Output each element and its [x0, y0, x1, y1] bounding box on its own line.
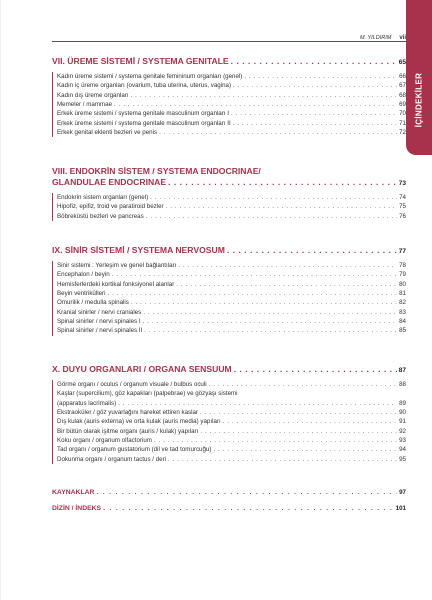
entry-text: Memeler / mammae — [57, 101, 113, 109]
section-title: VII. ÜREME SİSTEMİ / SYSTEMA GENITALE — [52, 56, 229, 66]
toc-entry[interactable] — [57, 308, 406, 317]
section-page: 73 — [398, 180, 406, 187]
leader-dots — [143, 317, 398, 326]
toc-references[interactable] — [52, 488, 406, 498]
leader-dots — [143, 308, 397, 317]
leader-dots — [244, 72, 397, 81]
page-number: vii — [399, 35, 406, 41]
entry-page: 90 — [399, 409, 406, 417]
section-entries — [52, 72, 406, 137]
toc-entry[interactable] — [57, 380, 406, 389]
entry-page: 92 — [399, 427, 406, 435]
toc-entry[interactable] — [57, 427, 406, 436]
toc-section-endocrine — [52, 165, 406, 221]
section-page: 87 — [398, 367, 406, 374]
section-entries — [52, 261, 406, 336]
section-entries — [52, 193, 406, 221]
entry-page: 75 — [399, 203, 406, 211]
section-heading[interactable] — [52, 245, 406, 257]
leader-dots — [200, 427, 397, 436]
entry-text: Kadın iç üreme organları (ovarium, tuba uterina, uterus, vagina) — [57, 82, 232, 90]
references-page: 97 — [399, 489, 406, 496]
section-entries — [52, 380, 406, 464]
section-heading[interactable] — [52, 177, 406, 189]
leader-dots — [234, 364, 397, 375]
entry-page: 69 — [399, 101, 406, 109]
entry-page: 94 — [399, 446, 406, 454]
toc-entry[interactable] — [57, 399, 406, 408]
entry-text: Omurilik / medulla spinalis — [57, 299, 129, 307]
entry-text: Böbreküstü bezleri ve pancreas — [57, 212, 144, 220]
entry-page: 72 — [399, 129, 406, 137]
section-heading[interactable] — [52, 56, 406, 68]
entry-text: Kadın üreme sistemi / systema genitale femininum organları (genel) — [57, 73, 243, 80]
entry-page: 82 — [399, 299, 406, 307]
leader-dots — [227, 245, 397, 256]
entry-page: 76 — [399, 212, 406, 220]
toc-index[interactable] — [52, 504, 406, 514]
leader-dots — [146, 212, 397, 221]
leader-dots — [176, 280, 397, 289]
section-heading[interactable] — [52, 364, 406, 376]
leader-dots — [213, 445, 397, 454]
entry-page: 93 — [399, 437, 406, 445]
entry-page: 95 — [399, 455, 406, 463]
entry-page: 80 — [399, 280, 406, 288]
section-page: 77 — [398, 248, 406, 255]
toc-entry[interactable] — [57, 455, 406, 464]
entry-text: Dış kulak (auris externa) ve orta kulak (auris media) yapıları — [57, 418, 221, 426]
toc-entry[interactable] — [57, 298, 406, 307]
entry-page: 66 — [399, 73, 406, 80]
toc-entry[interactable] — [57, 408, 406, 417]
entry-text: Encephalon / beyin — [57, 271, 110, 279]
toc-entry[interactable] — [57, 72, 406, 81]
entry-page: 84 — [399, 318, 406, 326]
leader-dots — [118, 399, 397, 408]
toc-section-reproductive — [52, 56, 406, 137]
entry-text: Kadın dış üreme organları — [57, 91, 129, 99]
toc-entry[interactable] — [57, 100, 406, 109]
entry-text: Bir bütün olarak işitme organı (auris / kulak) yapıları — [57, 427, 199, 435]
entry-text: Erkek üreme sistemi / systema genitale masculinum organları I — [57, 110, 229, 118]
toc-entry[interactable] — [57, 445, 406, 454]
toc-back-matter — [52, 488, 406, 514]
leader-dots — [112, 270, 397, 279]
toc-entry[interactable] — [57, 193, 406, 202]
toc-entry[interactable] — [57, 280, 406, 289]
leader-dots — [144, 326, 397, 335]
toc-entry[interactable] — [57, 212, 406, 221]
contents-side-tab — [406, 0, 432, 155]
page-edge — [0, 0, 1, 600]
toc-entry[interactable] — [57, 417, 406, 426]
toc-entry[interactable] — [57, 119, 406, 128]
index-page: 101 — [395, 505, 406, 512]
leader-dots — [154, 436, 397, 445]
leader-dots — [223, 417, 397, 426]
leader-dots — [114, 100, 397, 109]
leader-dots — [150, 193, 397, 202]
section-heading-line1[interactable]: VIII. ENDOKRİN SİSTEM / SYSTEMA ENDOCRINAE/ — [52, 166, 261, 176]
leader-dots — [159, 128, 397, 137]
toc-entry[interactable] — [57, 317, 406, 326]
leader-dots — [233, 119, 397, 128]
references-title: KAYNAKLAR — [52, 489, 95, 496]
entry-text: (apparatus lacrimalis) — [57, 399, 117, 407]
toc-entry[interactable] — [57, 91, 406, 100]
toc-section-nervous — [52, 245, 406, 336]
entry-page: 67 — [399, 82, 406, 90]
leader-dots — [168, 455, 397, 464]
entry-text: Kaşlar (supercilium), göz kapakları (palpebrae) ve gözyaşı sistemi — [57, 390, 238, 398]
entry-text: Görme organı / oculus / organum visuale / bulbus oculi — [57, 381, 207, 388]
toc-entry[interactable] — [57, 436, 406, 445]
section-title: X. DUYU ORGANLARI / ORGANA SENSUUM — [52, 364, 232, 374]
entry-page: 79 — [399, 271, 406, 279]
toc-entry[interactable] — [57, 261, 406, 270]
index-title: DİZİN / İNDEKS — [52, 505, 102, 512]
leader-dots — [178, 261, 397, 270]
entry-text: Beyin ventrikülleri — [57, 290, 106, 298]
entry-text: Kranial sinirler / nervi craniales — [57, 308, 142, 316]
toc-entry[interactable] — [57, 326, 406, 335]
leader-dots — [131, 91, 398, 100]
entry-text: Sinir sistemi : Yerleşim ve genel bağlantıları — [57, 262, 177, 269]
section-page: 65 — [398, 59, 406, 66]
entry-text: Dokunma organı / organum tactus / deri — [57, 455, 167, 463]
side-tab-label: İÇİNDEKİLER — [414, 72, 424, 128]
entry-text: Tad organı / organum gustatorium (dil ve tad tomurcuğu) — [57, 446, 212, 454]
entry-text: Hemisferlerdeki kortikal fonksiyonel alanlar — [57, 280, 175, 288]
toc-entry[interactable] — [57, 289, 406, 298]
entry-text: Endokrin sistem organları (genel) — [57, 194, 149, 201]
leader-dots — [233, 81, 397, 90]
leader-dots — [231, 56, 397, 67]
toc-section-sensory — [52, 364, 406, 464]
entry-text: Erkek üreme sistemi / systema genitale masculinum organları II — [57, 119, 231, 127]
toc-entry[interactable] — [57, 202, 406, 211]
author-name: M. YILDIRIM — [359, 35, 392, 41]
entry-page: 88 — [399, 381, 406, 388]
entry-page: 91 — [399, 418, 406, 426]
entry-page: 68 — [399, 91, 406, 99]
section-title: GLANDULAE ENDOCRINAE — [52, 177, 167, 187]
toc-entry[interactable] — [57, 128, 406, 137]
entry-page: 74 — [399, 194, 406, 201]
section-title: IX. SİNİR SİSTEMİ / SYSTEMA NERVOSUM — [52, 245, 225, 255]
entry-text: Spinal sinirler / nervi spinales II — [57, 327, 143, 335]
leader-dots — [209, 380, 398, 389]
leader-dots — [96, 488, 397, 498]
leader-dots — [231, 109, 397, 118]
entry-page: 85 — [399, 327, 406, 335]
entry-text: Erkek genital eklenti bezleri ve penis — [57, 129, 158, 137]
entry-text: Hipofiz, epifiz, troid ve paratiroid bezler — [57, 203, 164, 211]
entry-text: Koku organı / organum olfactorium — [57, 437, 152, 445]
leader-dots — [168, 177, 397, 188]
toc-entry[interactable] — [57, 270, 406, 279]
leader-dots — [108, 289, 398, 298]
entry-text: Ekstraoküler / göz yuvarlağını hareket ettiren kaslar — [57, 409, 199, 417]
leader-dots — [103, 504, 394, 514]
entry-text: Spinal sinirler / nervi spinales I — [57, 318, 141, 326]
leader-dots — [200, 408, 397, 417]
header-rule — [52, 41, 406, 42]
entry-page: 83 — [399, 308, 406, 316]
toc-entry[interactable] — [57, 389, 406, 398]
entry-page: 78 — [399, 262, 406, 269]
entry-page: 89 — [399, 399, 406, 407]
leader-dots — [131, 298, 397, 307]
toc-entry[interactable] — [57, 81, 406, 90]
toc-entry[interactable] — [57, 109, 406, 118]
entry-page: 71 — [399, 119, 406, 127]
entry-page: 70 — [399, 110, 406, 118]
entry-page: 81 — [399, 290, 406, 298]
leader-dots — [166, 202, 397, 211]
